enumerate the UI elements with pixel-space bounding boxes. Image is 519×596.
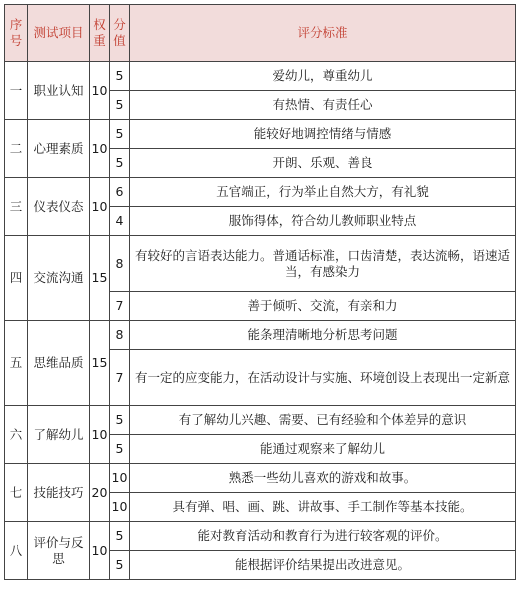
header-score: 分值 bbox=[110, 5, 130, 62]
row-criteria: 熟悉一些幼儿喜欢的游戏和故事。 bbox=[130, 464, 516, 493]
row-score: 7 bbox=[110, 350, 130, 406]
table-row bbox=[5, 464, 516, 493]
rubric-table bbox=[4, 4, 516, 580]
group-weight: 15 bbox=[90, 236, 110, 321]
header-weight: 权重 bbox=[90, 5, 110, 62]
group-name: 职业认知 bbox=[28, 62, 90, 120]
rubric-table-container bbox=[4, 4, 516, 580]
group-seq: 六 bbox=[5, 406, 28, 464]
header-criteria: 评分标准 bbox=[130, 5, 516, 62]
row-criteria: 能根据评价结果提出改进意见。 bbox=[130, 551, 516, 580]
row-score: 5 bbox=[110, 522, 130, 551]
group-weight: 10 bbox=[90, 120, 110, 178]
row-criteria: 能通过观察来了解幼儿 bbox=[130, 435, 516, 464]
row-score: 10 bbox=[110, 493, 130, 522]
row-score: 6 bbox=[110, 178, 130, 207]
group-name: 心理素质 bbox=[28, 120, 90, 178]
group-weight: 10 bbox=[90, 406, 110, 464]
row-criteria: 具有弹、唱、画、跳、讲故事、手工制作等基本技能。 bbox=[130, 493, 516, 522]
row-criteria: 有一定的应变能力，在活动设计与实施、环境创设上表现出一定新意 bbox=[130, 350, 516, 406]
row-score: 5 bbox=[110, 406, 130, 435]
table-row bbox=[5, 120, 516, 149]
header-item: 测试项目 bbox=[28, 5, 90, 62]
group-name: 评价与反思 bbox=[28, 522, 90, 580]
row-score: 7 bbox=[110, 292, 130, 321]
table-row bbox=[5, 236, 516, 292]
row-criteria: 开朗、乐观、善良 bbox=[130, 149, 516, 178]
header-seq: 序号 bbox=[5, 5, 28, 62]
row-score: 5 bbox=[110, 435, 130, 464]
group-weight: 10 bbox=[90, 178, 110, 236]
row-criteria: 能对教育活动和教育行为进行较客观的评价。 bbox=[130, 522, 516, 551]
row-score: 5 bbox=[110, 149, 130, 178]
row-criteria: 能条理清晰地分析思考问题 bbox=[130, 321, 516, 350]
group-seq: 八 bbox=[5, 522, 28, 580]
row-score: 5 bbox=[110, 551, 130, 580]
row-criteria: 爱幼儿，尊重幼儿 bbox=[130, 62, 516, 91]
row-criteria: 服饰得体，符合幼儿教师职业特点 bbox=[130, 207, 516, 236]
row-score: 5 bbox=[110, 91, 130, 120]
row-score: 8 bbox=[110, 236, 130, 292]
row-score: 5 bbox=[110, 120, 130, 149]
row-criteria: 有较好的言语表达能力。普通话标准，口齿清楚，表达流畅，语速适当，有感染力 bbox=[130, 236, 516, 292]
group-weight: 20 bbox=[90, 464, 110, 522]
row-score: 10 bbox=[110, 464, 130, 493]
table-row bbox=[5, 406, 516, 435]
group-seq: 三 bbox=[5, 178, 28, 236]
table-row bbox=[5, 62, 516, 91]
row-criteria: 有热情、有责任心 bbox=[130, 91, 516, 120]
row-criteria: 五官端正，行为举止自然大方，有礼貌 bbox=[130, 178, 516, 207]
row-score: 5 bbox=[110, 62, 130, 91]
row-criteria: 善于倾听、交流，有亲和力 bbox=[130, 292, 516, 321]
group-name: 交流沟通 bbox=[28, 236, 90, 321]
group-seq: 四 bbox=[5, 236, 28, 321]
row-score: 8 bbox=[110, 321, 130, 350]
group-seq: 五 bbox=[5, 321, 28, 406]
group-name: 了解幼儿 bbox=[28, 406, 90, 464]
group-weight: 15 bbox=[90, 321, 110, 406]
group-name: 思维品质 bbox=[28, 321, 90, 406]
row-score: 4 bbox=[110, 207, 130, 236]
table-row bbox=[5, 178, 516, 207]
row-criteria: 能较好地调控情绪与情感 bbox=[130, 120, 516, 149]
group-weight: 10 bbox=[90, 62, 110, 120]
header-row bbox=[5, 5, 516, 62]
group-seq: 一 bbox=[5, 62, 28, 120]
group-seq: 七 bbox=[5, 464, 28, 522]
row-criteria: 有了解幼儿兴趣、需要、已有经验和个体差异的意识 bbox=[130, 406, 516, 435]
table-row bbox=[5, 522, 516, 551]
table-row bbox=[5, 321, 516, 350]
group-weight: 10 bbox=[90, 522, 110, 580]
group-name: 技能技巧 bbox=[28, 464, 90, 522]
group-seq: 二 bbox=[5, 120, 28, 178]
group-name: 仪表仪态 bbox=[28, 178, 90, 236]
